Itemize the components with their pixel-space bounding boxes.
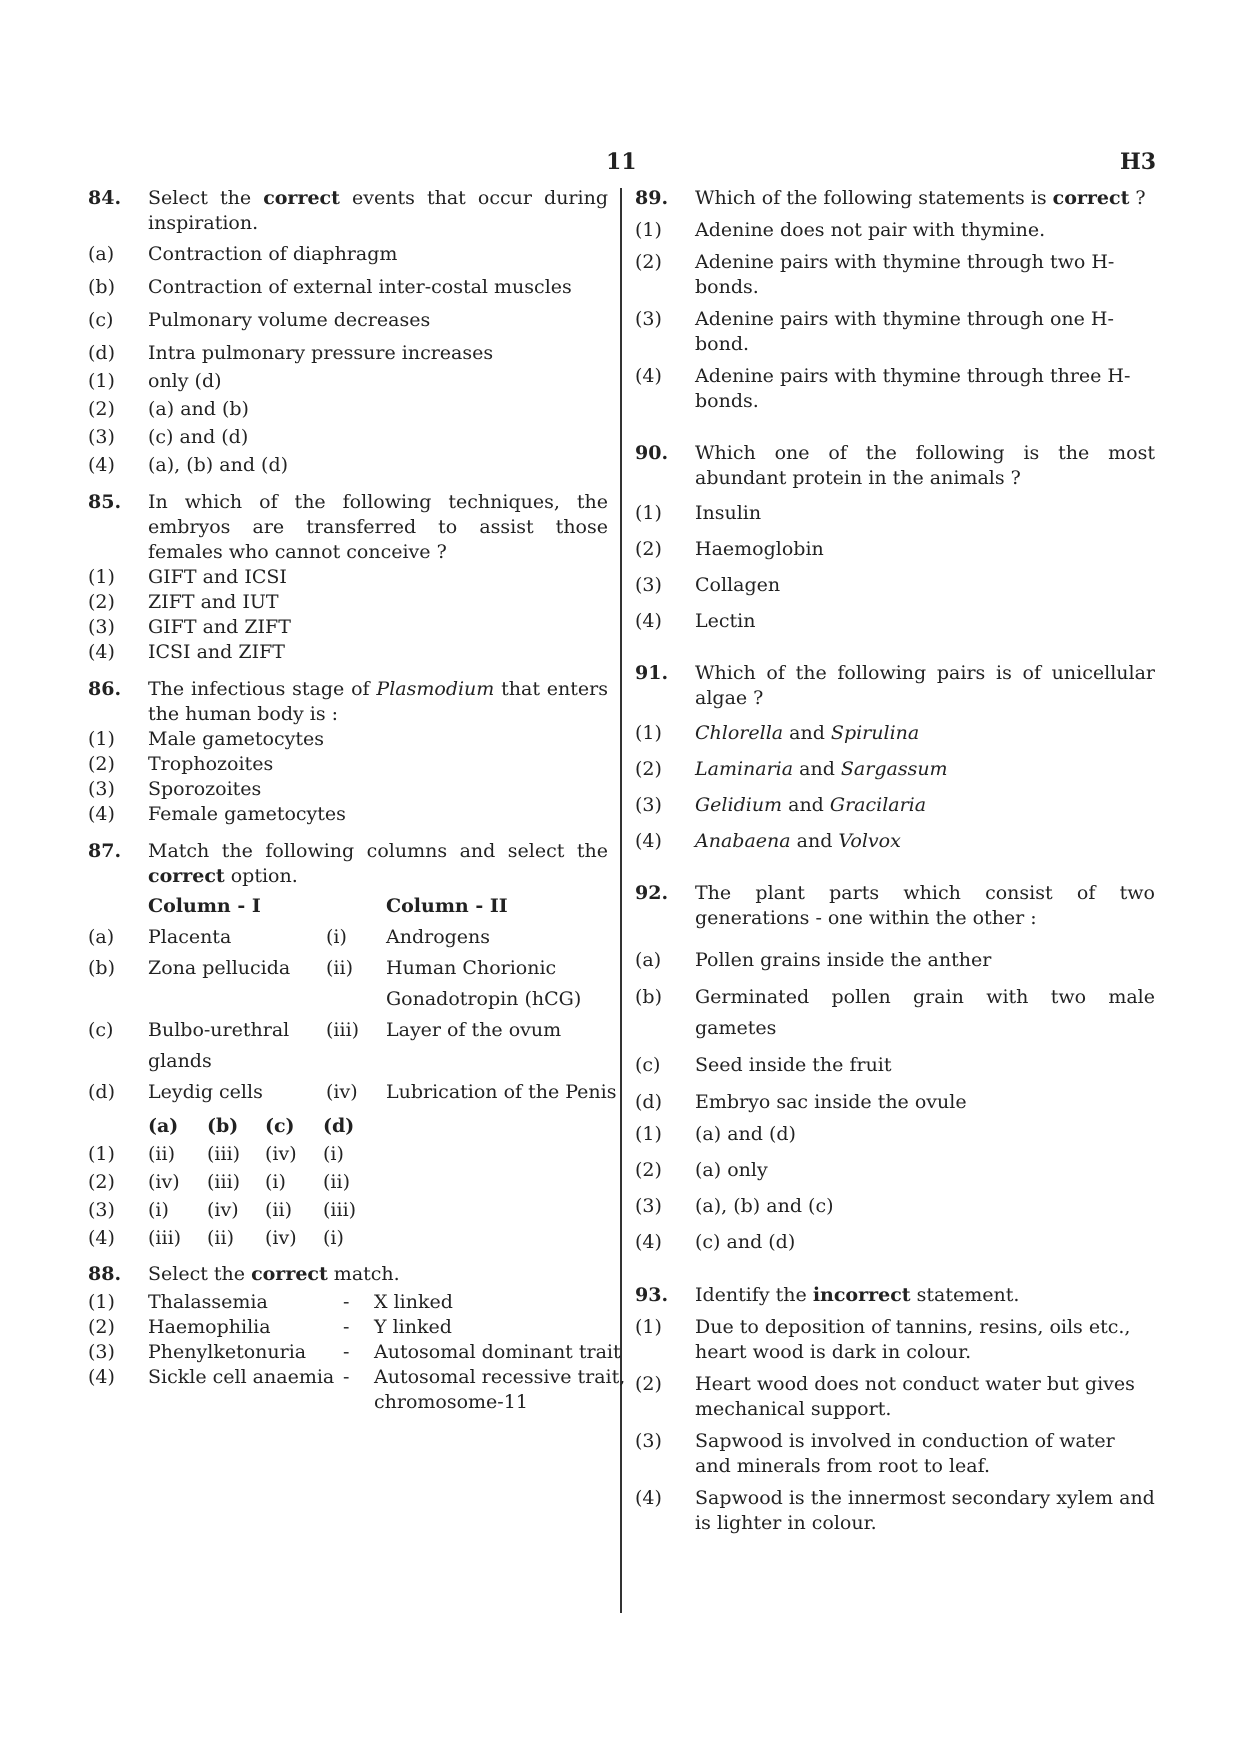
question-text: Which one of the following is the most abundant protein in the animals ? (695, 442, 1155, 489)
list-item: (b) Germinated pollen grain with two male gametes (635, 986, 1155, 1039)
question-91 (635, 661, 1155, 854)
answer-option[interactable]: (1) Insulin (635, 502, 762, 524)
question-text: In which of the following techniques, the embryos are transferred to assist those females who cannot conceive ? (148, 491, 608, 563)
column-header: Column - II (386, 895, 508, 917)
answer-option[interactable]: (2) (a) only (635, 1159, 768, 1181)
answer-option[interactable]: (3) Gelidium and Gracilaria (635, 794, 927, 816)
answer-option[interactable]: (4) Sapwood is the innermost secondary xylem and is lighter in colour. (635, 1487, 1155, 1534)
answer-option[interactable]: (2) Trophozoites (88, 753, 274, 775)
table-row: (c) Bulbo-urethral glands (iii) Layer of the ovum (88, 1019, 562, 1072)
answer-option[interactable]: (1) (a) and (d) (635, 1123, 796, 1145)
set-code: H3 (1120, 149, 1157, 175)
question-number: 90. (635, 442, 669, 464)
answer-option[interactable]: (1) Chlorella and Spirulina (635, 722, 920, 744)
answer-option[interactable]: (1) (ii) (iii) (iv) (i) (88, 1143, 344, 1165)
list-item: (b) Contraction of external inter-costal muscles (88, 276, 572, 298)
question-number: 85. (88, 491, 122, 513)
answer-option[interactable]: (3) Phenylketonuria - Autosomal dominant trait (88, 1341, 621, 1363)
question-86 (88, 677, 608, 827)
answer-option[interactable]: (4) Anabaena and Volvox (635, 830, 901, 852)
answer-option[interactable]: (4) Adenine pairs with thymine through three H-bonds. (635, 365, 1131, 412)
column-header: Column - I (148, 895, 261, 917)
question-text: Select the correct events that occur during inspiration. (148, 187, 608, 234)
list-item: (c) Seed inside the fruit (635, 1054, 892, 1076)
answer-option[interactable]: (2) Laminaria and Sargassum (635, 758, 948, 780)
question-85 (88, 490, 608, 665)
question-number: 93. (635, 1284, 669, 1306)
question-92 (635, 881, 1155, 1255)
answer-option[interactable]: (3) GIFT and ZIFT (88, 616, 291, 638)
question-number: 86. (88, 678, 122, 700)
answer-option[interactable]: (1) Male gametocytes (88, 728, 324, 750)
page-number: 11 (606, 149, 637, 175)
question-text: The infectious stage of Plasmodium that enters the human body is : (148, 678, 608, 725)
question-93 (635, 1283, 1155, 1536)
question-number: 92. (635, 882, 669, 904)
answer-option[interactable]: (3) (i) (iv) (ii) (iii) (88, 1199, 357, 1221)
options-table (88, 1290, 628, 1415)
question-88 (88, 1262, 626, 1415)
match-table (88, 891, 628, 1108)
question-text: Identify the incorrect statement. (695, 1284, 1020, 1306)
answer-option[interactable]: (2) ZIFT and IUT (88, 591, 279, 613)
answer-option[interactable]: (1) Due to deposition of tannins, resins, oils etc., heart wood is dark in colour. (635, 1316, 1131, 1363)
answer-option[interactable]: (3) Sapwood is involved in conduction of water and minerals from root to leaf. (635, 1430, 1115, 1477)
list-item: (d) Embryo sac inside the ovule (635, 1091, 967, 1113)
question-number: 84. (88, 187, 122, 209)
list-item: (a) Contraction of diaphragm (88, 243, 398, 265)
answer-grid: (a) (b) (c) (d) (1) (ii) (iii) (iv) (i) (2) (iv) (iii) (i) (ii) (3) (i) (iv) (ii) (iii) (4) (iii) (ii) (iv) (i) (88, 1112, 356, 1252)
answer-option[interactable]: (2) Haemoglobin (635, 538, 824, 560)
answer-option[interactable]: (3) Adenine pairs with thymine through one H-bond. (635, 308, 1114, 355)
answer-option[interactable]: (2) (iv) (iii) (i) (ii) (88, 1171, 350, 1193)
answer-option[interactable]: (2) Adenine pairs with thymine through two H-bonds. (635, 251, 1115, 298)
answer-option[interactable]: (2) (a) and (b) (88, 398, 249, 420)
answer-option[interactable]: (4) (iii) (ii) (iv) (i) (88, 1227, 344, 1249)
question-number: 88. (88, 1263, 122, 1285)
answer-option[interactable]: (4) Lectin (635, 610, 756, 632)
question-89 (635, 186, 1155, 414)
right-column (635, 186, 1155, 1539)
list-item: (d) Intra pulmonary pressure increases (88, 342, 494, 364)
question-87 (88, 839, 617, 1252)
answer-option[interactable]: (4) ICSI and ZIFT (88, 641, 285, 663)
table-row: (a) Placenta (i) Androgens (88, 926, 491, 948)
question-number: 89. (635, 187, 669, 209)
question-text: Which of the following statements is correct ? (695, 187, 1146, 209)
question-text: Match the following columns and select the correct option. (148, 840, 608, 887)
left-column (88, 186, 626, 1415)
answer-option[interactable]: (4) Sickle cell anaemia - Autosomal recessive trait, chromosome-11 (88, 1366, 626, 1413)
answer-option[interactable]: (1) Adenine does not pair with thymine. (635, 219, 1046, 241)
question-text: Select the correct match. (148, 1263, 400, 1285)
answer-option[interactable]: (3) Sporozoites (88, 778, 262, 800)
answer-option[interactable]: (2) Heart wood does not conduct water but gives mechanical support. (635, 1373, 1135, 1420)
answer-option[interactable]: (1) Thalassemia - X linked (88, 1291, 453, 1313)
question-text: The plant parts which consist of two generations - one within the other : (695, 882, 1155, 929)
answer-option[interactable]: (3) (a), (b) and (c) (635, 1195, 834, 1217)
question-90 (635, 441, 1155, 634)
question-number: 87. (88, 840, 122, 862)
list-item: (c) Pulmonary volume decreases (88, 309, 431, 331)
answer-option[interactable]: (4) (c) and (d) (635, 1231, 796, 1253)
answer-option[interactable]: (4) Female gametocytes (88, 803, 346, 825)
answer-option[interactable]: (1) GIFT and ICSI (88, 566, 287, 588)
question-84 (88, 186, 608, 478)
answer-option[interactable]: (3) (c) and (d) (88, 426, 249, 448)
answer-option[interactable]: (4) (a), (b) and (d) (88, 454, 289, 476)
question-text: Which of the following pairs is of unicellular algae ? (695, 662, 1155, 709)
answer-option[interactable]: (3) Collagen (635, 574, 781, 596)
answer-option[interactable]: (1) only (d) (88, 370, 222, 392)
question-number: 91. (635, 662, 669, 684)
table-row: (b) Zona pellucida (ii) Human Chorionic Gonadotropin (hCG) (88, 957, 582, 1010)
table-row: (d) Leydig cells (iv) Lubrication of the Penis (88, 1081, 617, 1103)
list-item: (a) Pollen grains inside the anther (635, 949, 992, 971)
answer-option[interactable]: (2) Haemophilia - Y linked (88, 1316, 452, 1338)
